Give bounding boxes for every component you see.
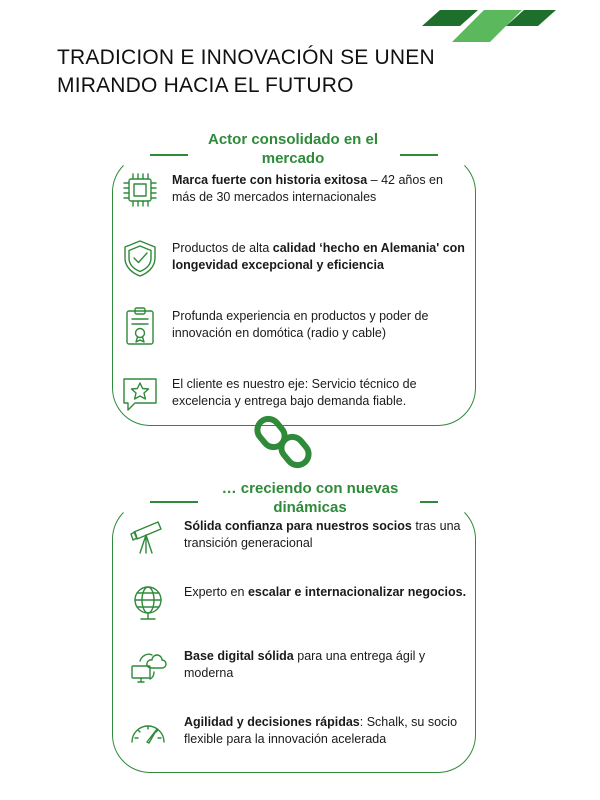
list-item [120,374,470,414]
item-text: Productos de alta calidad ‘hecho en Alemania' con longevidad excepcional y eficiencia [172,241,465,272]
chain-link-icon [254,412,314,472]
list-item [128,582,468,622]
item-text: El cliente es nuestro eje: Servicio técnico de excelencia y entrega bajo demanda fiable. [172,377,417,408]
telescope-icon [128,516,168,556]
item-text: Base digital sólida para una entrega ágil y moderna [184,649,426,680]
shield-check-icon [120,238,160,278]
page-title: TRADICION E INNOVACIÓN SE UNEN MIRANDO HACIA EL FUTURO [57,46,435,97]
item-text: Profunda experiencia en productos y poder de innovación en domótica (radio y cable) [172,309,429,340]
list-item [128,646,468,686]
brand-logo [420,10,560,44]
star-chat-icon [120,374,160,414]
list-item [120,306,470,346]
certificate-icon [120,306,160,346]
item-text: Marca fuerte con historia exitosa – 42 años en más de 30 mercados internacionales [172,173,443,204]
section-title-consolidated: Actor consolidado en el mercado [188,130,398,168]
list-item [128,516,468,556]
panel-top-right-line [400,154,438,156]
item-text: Sólida confianza para nuestros socios tras una transición generacional [184,519,461,550]
speedometer-icon [128,712,168,752]
section-title-new-dynamics: … creciendo con nuevas dinámicas [200,479,420,517]
list-item [128,712,468,752]
item-text: Agilidad y decisiones rápidas: Schalk, su socio flexible para la innovación acelerada [184,715,458,746]
item-text: Experto en escalar e internacionalizar negocios. [184,585,467,599]
globe-icon [128,582,168,622]
list-item [120,170,470,210]
panel-top-left-line [150,501,198,503]
cloud-computer-icon [128,646,168,686]
list-item [120,238,470,278]
chip-icon [120,170,160,210]
